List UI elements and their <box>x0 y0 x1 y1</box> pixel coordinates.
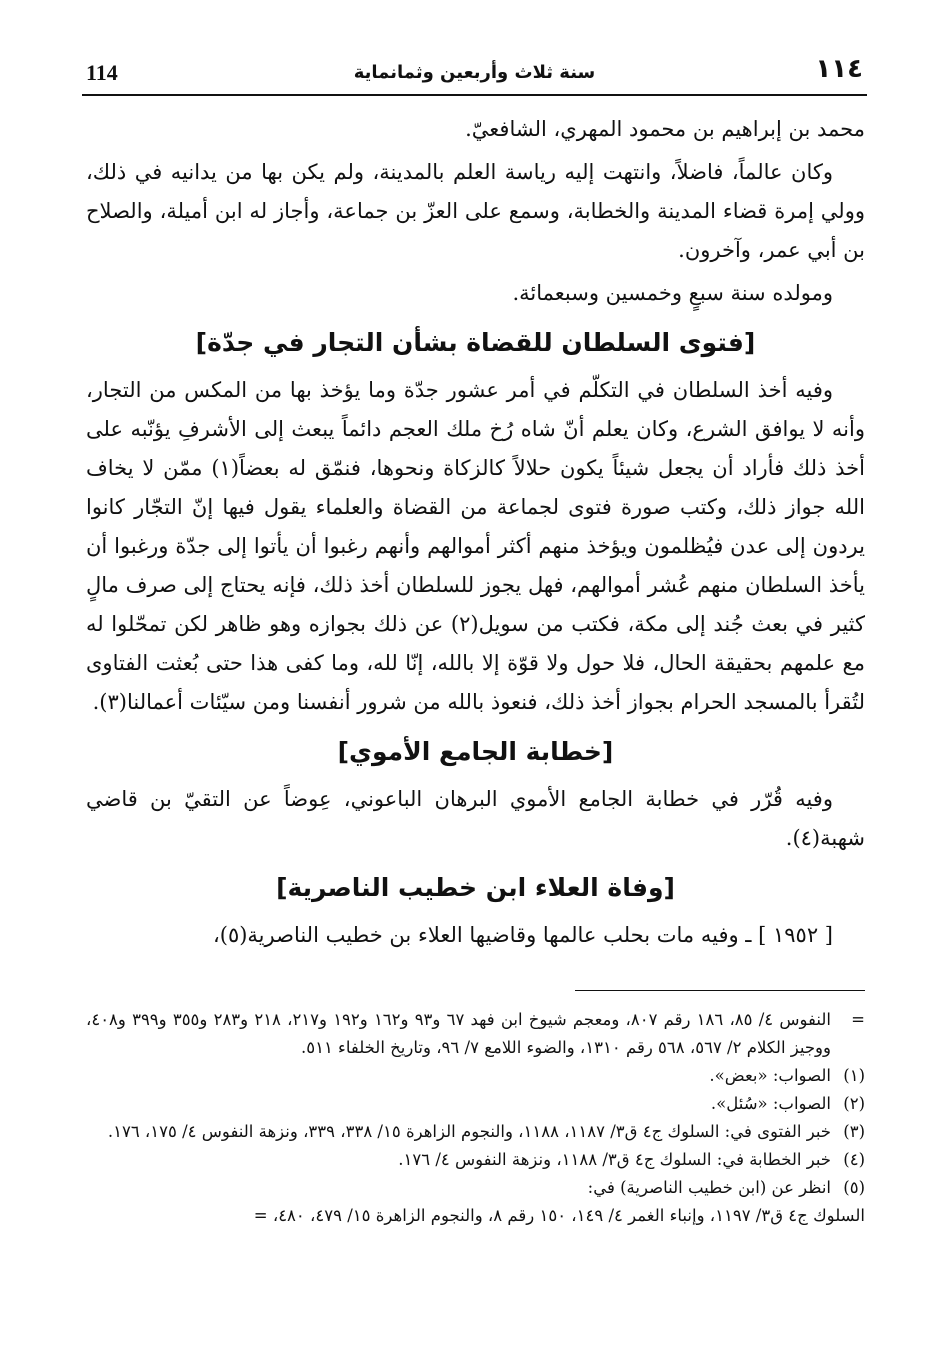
page-number-arabic: ١١٤ <box>815 54 863 84</box>
footnote-text: خبر الفتوى في: السلوك ج٤ ق٣/ ١١٨٧، ١١٨٨، والنجوم الزاهرة ١٥/ ٣٣٨، ٣٣٩، ونزهة النفوس ٤/ ١٧٥، ١٧٦. <box>107 1122 831 1141</box>
paragraph-entry-1952: [ ١٩٥٢ ] ـ وفيه مات بحلب عالمها وقاضيها العلاء بن خطيب الناصرية(٥)، <box>212 923 833 947</box>
main-text <box>86 110 865 955</box>
section-heading-death: [وفاة العلاء ابن خطيب الناصرية] <box>276 873 675 902</box>
footnote-continuation <box>86 1006 865 1062</box>
footnote-5-continuation: السلوك ج٤ ق٣/ ١١٩٧، وإنباء الغمر ٤/ ١٤٩، ١٥٠ رقم ٨، والنجوم الزاهرة ١٥/ ٤٧٩، ٤٨٠، = <box>253 1206 865 1225</box>
page-header <box>82 52 867 96</box>
footnote-mark: (٥) <box>843 1178 865 1197</box>
running-title: سنة ثلاث وأربعين وثمانماية <box>353 62 596 83</box>
footnotes <box>86 1006 865 1230</box>
footnote-text: انظر عن (ابن خطيب الناصرية) في: <box>587 1178 831 1197</box>
footnote-mark: = <box>851 1010 865 1029</box>
section-heading-khitaba: [خطابة الجامع الأموي] <box>337 737 614 766</box>
footnote-text: النفوس ٤/ ٨٥، ١٨٦ رقم ٨٠٧، ومعجم شيوخ ابن فهد ٦٧ و٩٣ و١٦٢ و١٩٢ و٢١٧، ٢١٨ و٢٨٣ و٣٥٥ و٣٩٩ و٤٠٨، ووجيز الكلام ٢/ ٥٦٧، ٥٦٨ رقم ١٣١٠، والضوء اللامع ٧/ ٩٦، وتاريخ الخلفاء ٥١١. <box>86 1010 831 1057</box>
footnote-text: خبر الخطابة في: السلوك ج٤ ق٣/ ١١٨٨، ونزهة النفوس ٤/ ١٧٦. <box>398 1150 831 1169</box>
paragraph-khitaba: وفيه قُرّر في خطابة الجامع الأموي البرهان الباعوني، عِوضاً عن التقيّ بن قاضي شهبة(٤). <box>86 787 865 850</box>
footnote-text: الصواب: «سُئل». <box>710 1094 831 1113</box>
paragraph-biography: وكان عالماً، فاضلاً، وانتهت إليه رياسة العلم بالمدينة، ولم يكن بها من يدانيه في ذلك، وولي إمرة قضاء المدينة والخطابة، وسمع على العزّ بن جماعة، وأجاز له ابن أميلة، والصلاح بن أبي عمر، وآخرون. <box>86 160 865 262</box>
paragraph-birth: ومولده سنة سبعٍ وخمسين وسبعمائة. <box>512 281 833 305</box>
footnote-5 <box>86 1174 865 1202</box>
footnote-mark: (١) <box>843 1066 865 1085</box>
page-number-latin: 114 <box>86 60 118 85</box>
footnote-mark: (٢) <box>843 1094 865 1113</box>
footnote-1 <box>86 1062 865 1090</box>
section-heading-fatwa: [فتوى السلطان للقضاة بشأن التجار في جدّة] <box>195 328 756 357</box>
paragraph-name-continuation: محمد بن إبراهيم بن محمود المهري، الشافعيّ. <box>465 117 865 141</box>
footnote-mark: (٤) <box>843 1150 865 1169</box>
footnote-separator <box>575 990 865 991</box>
paragraph-fatwa: وفيه أخذ السلطان في التكلّم في أمر عشور جدّة وما يؤخذ بها من المكس من التجار، وأنه لا يوافق الشرع، وكان يعلم أنّ شاه رُخ ملك العجم دائماً يبعث إلى الأشرفِ يؤنّبه على أخذ ذلك فأراد أن يجعل شيئاً يكون حلالاً كالزكاة ونحوها، فنمّق له بعضاً(١) ممّن لا يخاف الله جواز ذلك، وكتب صورة فتوى لجماعة من القضاة والعلماء يقول فيها إنّ التجّار كانوا يردون إلى عدن فيُظلمون ويؤخذ منهم أكثر أموالهم وأنهم رغبوا أن يأتوا إلى جدّة ورغبوا أن يأخذ السلطان منهم عُشر أموالهم، فهل يجوز للسلطان أخذ ذلك، فإنه يحتاج إلى صرف مالٍ كثير في بعث جُند إلى مكة، فكتب من سويل(٢) عن ذلك بجوازه وهو ظاهر لكن تمحّلوا له مع علمهم بحقيقة الحال، فلا حول ولا قوّة إلا بالله، إنّا لله، وما كفى هذا حتى بُعثت الفتاوى لتُقرأ بالمسجد الحرام بجواز أخذ ذلك، فنعوذ بالله من شرور أنفسنا ومن سيّئات أعمالنا(٣). <box>86 378 866 714</box>
footnote-4 <box>86 1146 865 1174</box>
footnote-3 <box>86 1118 865 1146</box>
footnote-mark: (٣) <box>843 1122 865 1141</box>
footnote-2 <box>86 1090 865 1118</box>
footnote-text: الصواب: «بعض». <box>709 1066 831 1085</box>
